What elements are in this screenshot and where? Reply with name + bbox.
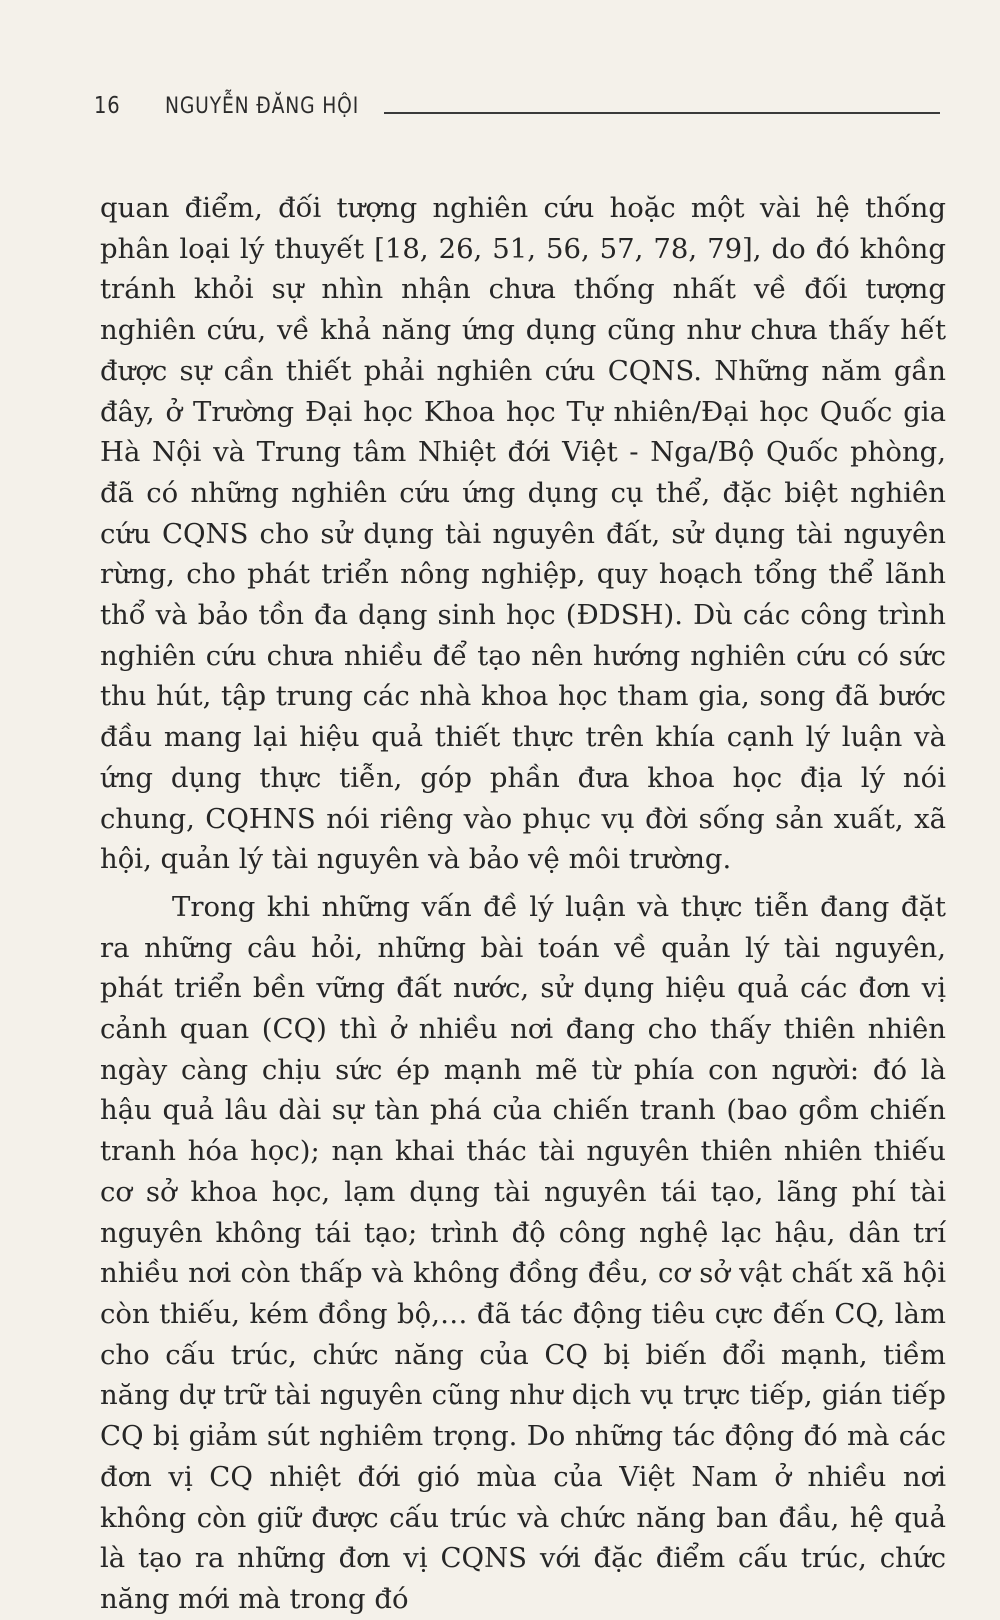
running-header — [94, 86, 940, 126]
paragraph-continuation: quan điểm, đối tượng nghiên cứu hoặc một vài hệ thống phân loại lý thuyết [18, 26, 51, 56, 57, 78, 79], do đó không tránh khỏi sự nhìn nhận chưa thống nhất về đối tượng nghiên cứu, về khả năng ứng dụng cũng như chưa thấy hết được sự cần thiết phải nghiên cứu CQNS. Những năm gần đây, ở Trường Đại học Khoa học Tự nhiên/Đại học Quốc gia Hà Nội và Trung tâm Nhiệt đới Việt - Nga/Bộ Quốc phòng, đã có những nghiên cứu ứng dụng cụ thể, đặc biệt nghiên cứu CQNS cho sử dụng tài nguyên đất, sử dụng tài nguyên rừng, cho phát triển nông nghiệp, quy hoạch tổng thể lãnh thổ và bảo tồn đa dạng sinh học (ĐDSH). Dù các công trình nghiên cứu chưa nhiều để tạo nên hướng nghiên cứu có sức thu hút, tập trung các nhà khoa học tham gia, song đã bước đầu mang lại hiệu quả thiết thực trên khía cạnh lý luận và ứng dụng thực tiễn, góp phần đưa khoa học địa lý nói chung, CQHNS nói riêng vào phục vụ đời sống sản xuất, xã hội, quản lý tài nguyên và bảo vệ môi trường. — [100, 192, 946, 876]
page-number: 16 — [94, 93, 121, 119]
paragraph: Trong khi những vấn đề lý luận và thực tiễn đang đặt ra những câu hỏi, những bài toán về quản lý tài nguyên, phát triển bền vững đất nước, sử dụng hiệu quả các đơn vị cảnh quan (CQ) thì ở nhiều nơi đang cho thấy thiên nhiên ngày càng chịu sức ép mạnh mẽ từ phía con người: đó là hậu quả lâu dài sự tàn phá của chiến tranh (bao gồm chiến tranh hóa học); nạn khai thác tài nguyên thiên nhiên thiếu cơ sở khoa học, lạm dụng tài nguyên tái tạo, lãng phí tài nguyên không tái tạo; trình độ công nghệ lạc hậu, dân trí nhiều nơi còn thấp và không đồng đều, cơ sở vật chất xã hội còn thiếu, kém đồng bộ,… đã tác động tiêu cực đến CQ, làm cho cấu trúc, chức năng của CQ bị biến đổi mạnh, tiềm năng dự trữ tài nguyên cũng như dịch vụ trực tiếp, gián tiếp CQ bị giảm sút nghiêm trọng. Do những tác động đó mà các đơn vị CQ nhiệt đới gió mùa của Việt Nam ở nhiều nơi không còn giữ được cấu trúc và chức năng ban đầu, hệ quả là tạo ra những đơn vị CQNS với đặc điểm cấu trúc, chức năng mới mà trong đó — [100, 890, 946, 1615]
body-text — [100, 188, 946, 1620]
author-name: NGUYỄN ĐĂNG HỘI — [165, 93, 360, 119]
header-rule — [384, 112, 940, 114]
